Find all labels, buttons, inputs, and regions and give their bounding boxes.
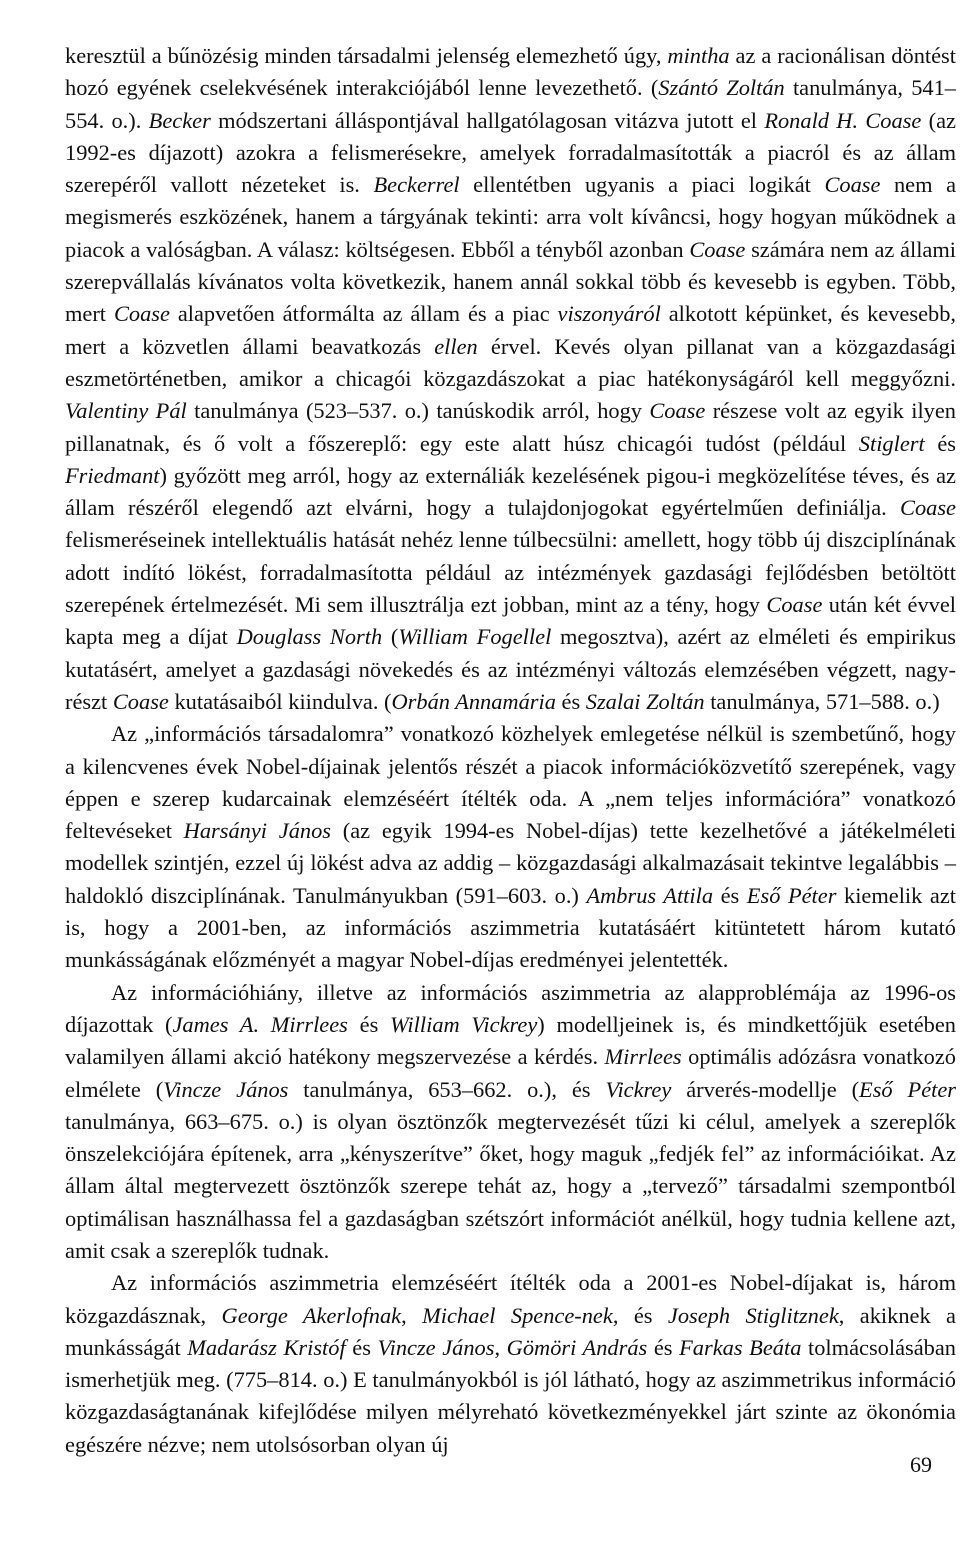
page-number: 69 xyxy=(910,1452,932,1477)
italic-run: Valentiny Pál xyxy=(65,398,187,424)
italic-run: Coase xyxy=(900,495,956,521)
paragraph: keresztül a bűnözésig minden társadalmi jelenség elemezhető úgy, mintha az a racionálisan döntést hozó egyének cselekvésének interakciójából lenne levezethető. (Szántó Zoltán tanulmánya, 541–554. o.). Becker módszertani álláspontjával hallgatólagosan vitázva jutott el Ronald H. Coase (az 1992-es díjazott) azokra a felismerésekre, amelyek forradalmasították a piacról és az állam szerepéről vallott nézeteket is. Beckerrel ellentétben ugyanis a piaci logikát Coase nem a megismerés eszközének, hanem a tárgyának tekinti: arra volt kívâncsi, hogy hogyan működnek a piacok a valóságban. A válasz: költségesen. Ebből a tényből azonban Coase számára nem az állami szerepvállalás kívánatos volta következik, hanem annál sokkal több és kevesebb is egyben. Több, mert Coase alapvetően átformálta az állam és a piac viszonyáról alkotott képünket, és kevesebb, mert a közvetlen állami beavatkozás ellen érvel. Kevés olyan pillanat van a közgazdasági eszmetörténetben, amikor a chicagói közgazdászokat a piac hatékonyságáról kell meggyőzni. Valentiny Pál tanulmánya (523–537. o.) tanúskodik arról, hogy Coase részese volt az egyik ilyen pillanatnak, és ő volt a főszereplő: egy este alatt húsz chicagói tudóst (például Stiglert és Friedmant) győzött meg arról, hogy az externáliák kezelésének pigou-i megközelítése téves, és az állam részéről elegendő azt elvárni, hogy a tulajdonjogokat egyértelműen definiálja. Coase felismeréseinek intellektuális hatását nehéz lenne túlbecsülni: amellett, hogy több új diszciplínának adott indító lökést, forradalmasította például az intézmények gazdasági fejlődésben betöltött szerepének értelmezését. Mi sem illusztrálja ezt jobban, mint az a tény, hogy Coase után két évvel kapta meg a díjat Douglass North (William Fogellel megosztva), azért az elméleti és empirikus kutatásért, amelyet a gazdasági növekedés és az intézményi változás elemzésében végzett, nagyrészt Coase kutatásaiból kiindulva. (Orbán Annamária és Szalai Zoltán tanulmánya, 571–588. o.) xyxy=(65,43,957,714)
italic-run: Michael Spence-nek xyxy=(422,1302,613,1328)
italic-run: Coase xyxy=(766,592,823,618)
italic-run: Ronald H. Coase xyxy=(764,107,922,133)
italic-run: Coase xyxy=(113,301,170,327)
italic-run: Becker xyxy=(148,107,211,133)
italic-run: Coase xyxy=(824,172,881,198)
italic-run: Orbán Annamária xyxy=(391,688,556,714)
paragraph: Az információhiány, illetve az információs aszimmetria az alapproblémája az 1996-os díjazottak (James A. Mirrlees és William Vickrey) modelljeinek is, és mindkettőjük esetében valamilyen állami akció hatékony megszervezése a kérdés. Mirrlees optimális adózásra vonatkozó elmélete (Vincze János tanulmánya, 653–662. o.), és Vickrey árverés-modellje (Eső Péter tanulmánya, 663–675. o.) is olyan ösztönzők megtervezését tűzi ki célul, amelyek a szereplők önszelekciójára építenek, arra „kényszerítve” őket, hogy maguk „fedjék fel” az információikat. Az állam által megtervezett ösztönzők szerepe tehát az, hogy a „tervező” társadalmi szempontból optimálisan használhassa fel a gazdaságban szétszórt információt anélkül, hogy tudnia kellene azt, amit csak a szereplők tudnak. xyxy=(65,979,957,1263)
italic-run: Stiglert xyxy=(858,430,925,456)
italic-run: Madarász Kristóf xyxy=(187,1334,346,1360)
italic-run: Mirrlees xyxy=(604,1044,682,1070)
italic-run: Beckerrel xyxy=(373,172,460,198)
italic-run: Harsányi János xyxy=(183,818,332,844)
italic-run: Eső Péter xyxy=(746,882,837,908)
italic-run: James A. Mirrlees xyxy=(172,1011,348,1037)
italic-run: Friedmant xyxy=(65,462,160,488)
italic-run: ellen xyxy=(434,333,478,359)
italic-run: Farkas Beáta xyxy=(679,1334,802,1360)
italic-run: viszonyáról xyxy=(557,301,661,327)
italic-run: Ambrus Attila xyxy=(586,882,714,908)
italic-run: Douglass North xyxy=(236,624,383,650)
italic-run: Szántó Zoltán xyxy=(658,75,785,101)
italic-run: Coase xyxy=(689,236,746,262)
italic-run: Vickrey xyxy=(605,1076,672,1102)
italic-run: William Vickrey xyxy=(390,1011,538,1037)
italic-run: Eső Péter xyxy=(859,1076,957,1102)
italic-run: Joseph Stiglitznek xyxy=(667,1302,839,1328)
italic-run: George Akerlofnak xyxy=(221,1302,402,1328)
paragraph: Az „információs társadalomra” vonatkozó közhelyek emlegetése nélkül is szembetűnő, hogy a kilencvenes évek Nobel-díjainak jelentős részét a piacok információközvetítő szerepének, vagy éppen e szerep kudarcainak elemzéséért ítélték oda. A „nem teljes információra” vonatkozó feltevéseket Harsányi János (az egyik 1994-es Nobel-díjas) tette kezelhetővé a játékelméleti modellek szintjén, ezzel új lökést adva az addig – közgazdasági alkalmazásait tekintve legalábbis – haldokló diszciplínának. Tanulmányukban (591–603. o.) Ambrus Attila és Eső Péter kiemelik azt is, hogy a 2001-ben, az információs aszimmetria kutatásáért kitüntetett három kutató munkásságának előzményét a magyar Nobel-díjas eredményei jelentették. xyxy=(65,721,956,973)
italic-run: Vincze János xyxy=(377,1334,495,1360)
paragraph: Az információs aszimmetria elemzéséért ítélték oda a 2001-es Nobel-díjakat is, három közgazdásznak, George Akerlofnak, Michael Spence-nek, és Joseph Stiglitznek, akiknek a munkásságát Madarász Kristóf és Vincze János, Gömöri András és Farkas Beáta tolmácsolásában ismerhetjük meg. (775–814. o.) E tanulmányokból is jól látható, hogy az aszimmetrikus információ közgazdaságtanának kifejlődése milyen mélyreható következményekkel járt szinte az ökonómia egészére nézve; nem utolsósorban olyan új xyxy=(65,1270,956,1457)
document-body xyxy=(65,40,956,1461)
italic-run: mintha xyxy=(667,43,730,68)
italic-run: Coase xyxy=(112,688,169,714)
italic-run: Vincze János xyxy=(163,1076,289,1102)
italic-run: Coase xyxy=(649,398,706,424)
italic-run: Szalai Zoltán xyxy=(585,688,705,714)
italic-run: William Fogellel xyxy=(398,624,552,650)
italic-run: Gömöri András xyxy=(506,1334,648,1360)
